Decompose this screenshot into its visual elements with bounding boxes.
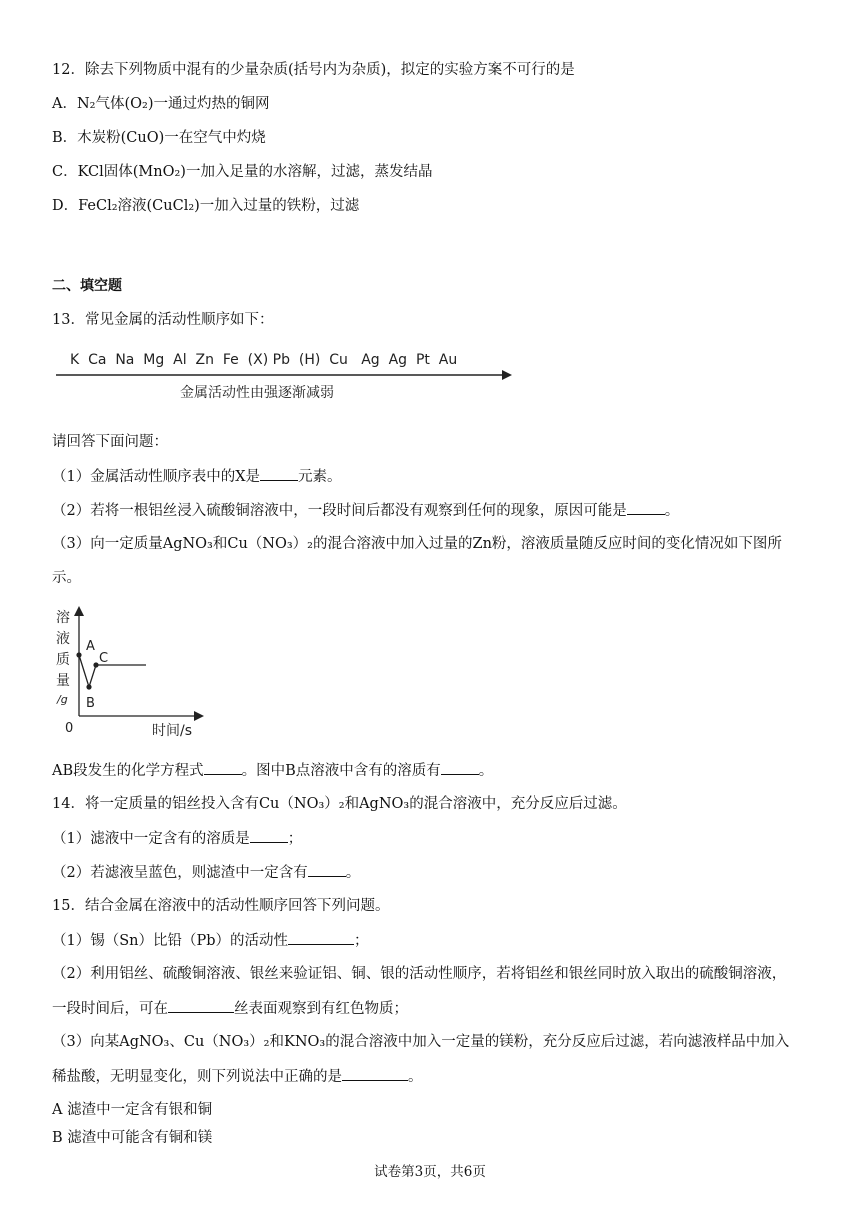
answer-blank[interactable] (260, 466, 298, 481)
graph-x-label: 时间/s (152, 723, 193, 739)
q15-part2-text-b: 丝表面观察到有红色物质； (234, 1001, 408, 1017)
graph-y-label-5: /g (57, 693, 68, 706)
q13-part4-text-c: 。 (478, 763, 494, 779)
q14-part2-text-a: （2）若滤液呈蓝色，则滤渣中一定含有 (52, 865, 308, 881)
graph-curve (79, 655, 146, 687)
q15-part3-line2 (52, 1066, 423, 1087)
q15-option-a: A 滤渣中一定含有银和铜 (52, 1102, 213, 1118)
answer-blank[interactable] (288, 930, 354, 945)
answer-blank[interactable] (441, 760, 479, 775)
graph-y-label-1: 溶 (56, 610, 70, 626)
q14-part1-text-a: （1）滤液中一定含有的溶质是 (52, 831, 250, 847)
answer-blank[interactable] (308, 862, 346, 877)
q15-option-b: B 滤渣中可能含有铜和镁 (52, 1130, 213, 1146)
graph-x-arrowhead (194, 711, 204, 721)
graph-label-b: B (86, 696, 95, 711)
q13-intro: 请回答下面问题： (52, 434, 168, 450)
q15-part3-text-a: 稀盐酸，无明显变化，则下列说法中正确的是 (52, 1069, 342, 1085)
answer-blank[interactable] (168, 998, 234, 1013)
q13-part2-text-b: 。 (664, 503, 680, 519)
graph-label-c: C (99, 651, 109, 666)
activity-series-caption: 金属活动性由强逐渐减弱 (180, 385, 334, 401)
q13-part4-text-a: AB段发生的化学方程式 (52, 763, 204, 779)
q12-stem: 12．除去下列物质中混有的少量杂质(括号内为杂质)，拟定的实验方案不可行的是 (52, 62, 575, 78)
q15-part3-text-b: 。 (408, 1069, 423, 1085)
q12-option-a: A．N₂气体(O₂)一通过灼热的铜网 (52, 96, 270, 112)
activity-series-arrowhead (502, 370, 512, 380)
mass-time-graph (52, 604, 212, 746)
q14-stem: 14．将一定质量的铝丝投入含有Cu（NO₃）₂和AgNO₃的混合溶液中，充分反应后过滤。 (52, 796, 627, 812)
q15-part3-line1: （3）向某AgNO₃、Cu（NO₃）₂和KNO₃的混合溶液中加入一定量的镁粉，充分反应后过滤，若向滤液样品中加入 (52, 1034, 790, 1050)
q13-part3-line2: 示。 (52, 570, 81, 586)
q15-part1-text-a: （1）锡（Sn）比铅（Pb）的活动性 (52, 933, 289, 949)
q13-part2 (52, 500, 679, 521)
q14-part2-text-b: 。 (345, 865, 361, 881)
page-footer: 试卷第3页，共6页 (374, 1164, 486, 1180)
q13-part4-text-b: 。图中B点溶液中含有的溶质有 (241, 763, 441, 779)
q13-part1-text-a: （1）金属活动性顺序表中的X是 (52, 469, 261, 485)
q13-part4 (52, 760, 493, 781)
activity-series-figure (56, 346, 516, 406)
section-title: 二、填空题 (52, 278, 122, 294)
q15-part2-line1: （2）利用铝丝、硫酸铜溶液、银丝来验证铝、铜、银的活动性顺序，若将铝丝和银丝同时放入取出的硫酸铜溶液， (52, 966, 787, 982)
q13-part3-line1: （3）向一定质量AgNO₃和Cu（NO₃）₂的混合溶液中加入过量的Zn粉，溶液质量随反应时间的变化情况如下图所 (52, 536, 782, 552)
answer-blank[interactable] (204, 760, 242, 775)
q14-part1 (52, 828, 302, 849)
q12-option-b: B．木炭粉(CuO)一在空气中灼烧 (52, 130, 266, 146)
graph-point-a (76, 652, 81, 657)
graph-y-label-4: 量 (56, 673, 70, 689)
graph-label-a: A (86, 639, 95, 654)
graph-y-label-3: 质 (56, 652, 70, 668)
graph-origin-label: 0 (65, 721, 74, 736)
q12-option-c: C．KCl固体(MnO₂)一加入足量的水溶解，过滤，蒸发结晶 (52, 164, 433, 180)
activity-series-text: K Ca Na Mg Al Zn Fe (X) Pb (H) Cu Ag Ag Pt Au (70, 352, 458, 368)
q13-part1 (52, 466, 342, 487)
graph-y-label-2: 液 (56, 631, 70, 647)
q15-part2-line2 (52, 998, 408, 1019)
q13-part1-text-b: 元素。 (298, 469, 342, 485)
q15-part1 (52, 930, 369, 951)
q15-part2-text-a: 一段时间后，可在 (52, 1001, 168, 1017)
q12-option-d: D．FeCl₂溶液(CuCl₂)一加入过量的铁粉，过滤 (52, 198, 360, 214)
q13-stem: 13．常见金属的活动性顺序如下： (52, 312, 274, 328)
q13-part2-text-a: （2）若将一根铝丝浸入硫酸铜溶液中，一段时间后都没有观察到任何的现象，原因可能是 (52, 503, 627, 519)
q14-part1-text-b: ； (287, 831, 303, 847)
answer-blank[interactable] (627, 500, 665, 515)
graph-point-c (93, 662, 98, 667)
graph-point-b (86, 684, 91, 689)
q15-part1-text-b: ； (354, 933, 369, 949)
graph-y-arrowhead (74, 606, 84, 616)
q14-part2 (52, 862, 360, 883)
answer-blank[interactable] (342, 1066, 408, 1081)
q15-stem: 15．结合金属在溶液中的活动性顺序回答下列问题。 (52, 898, 390, 914)
answer-blank[interactable] (250, 828, 288, 843)
